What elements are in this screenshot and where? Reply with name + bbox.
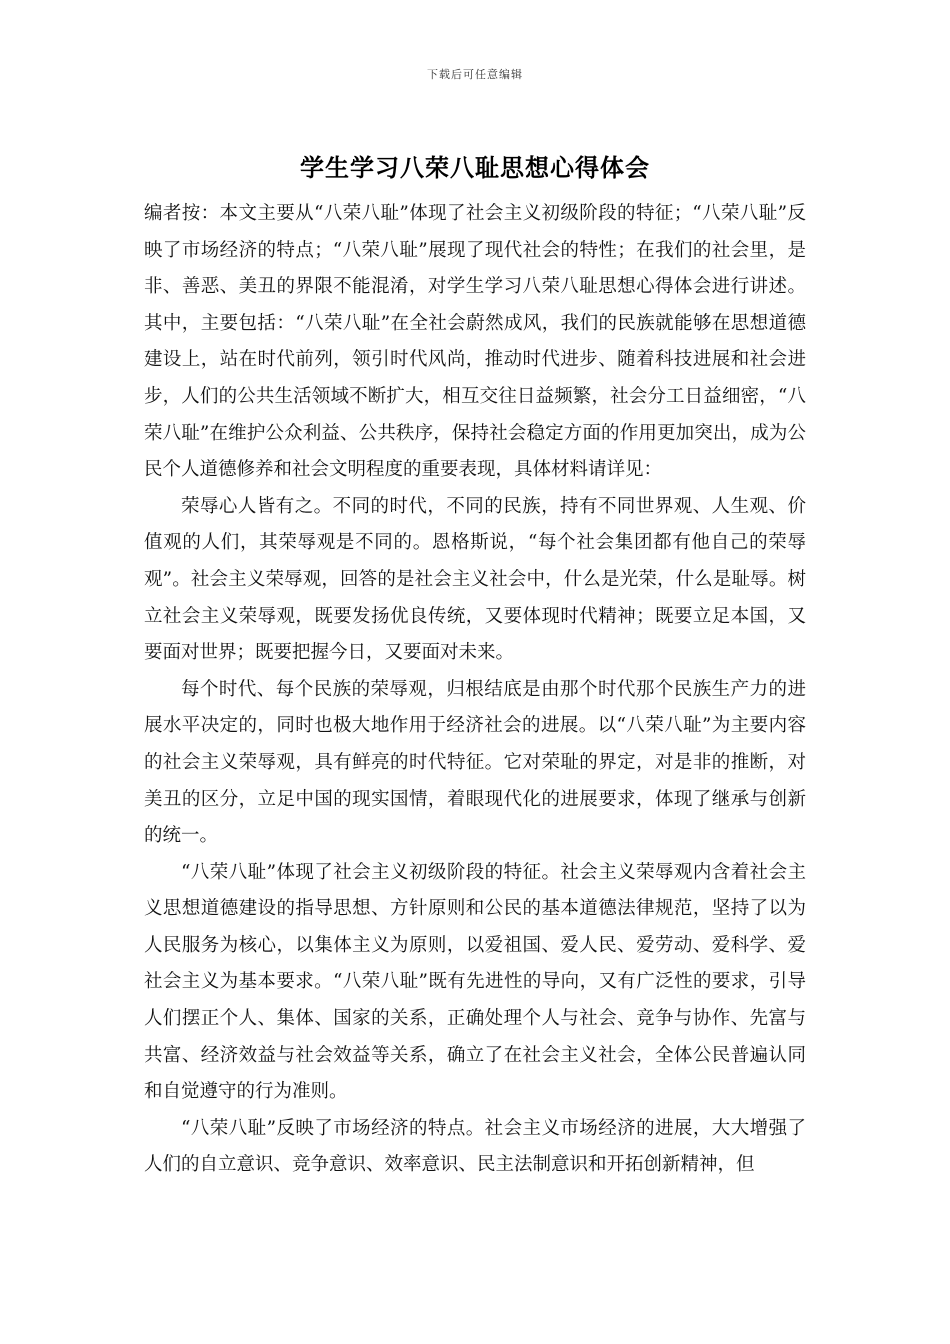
body-paragraph-3: “八荣八耻”体现了社会主义初级阶段的特征。社会主义荣辱观内含着社会主义思想道德建设的指导思想、方针原则和公民的基本道德法律规范，坚持了以为人民服务为核心，以集体主义为原则，以爱祖国、爱人民、爱劳动、爱科学、爱社会主义为基本要求。“八荣八耻”既有先进性的导向，又有广泛性的要求，引导人们摆正个人、集体、国家的关系，正确处理个人与社会、竞争与协作、先富与共富、经济效益与社会效益等关系，确立了在社会主义社会，全体公民普遍认同和自觉遵守的行为准则。: [144, 861, 806, 1103]
body-paragraph-1: 荣辱心人皆有之。不同的时代，不同的民族，持有不同世界观、人生观、价值观的人们，其荣辱观是不同的。恩格斯说，“每个社会集团都有他自己的荣辱观”。社会主义荣辱观，回答的是社会主义社会中，什么是光荣，什么是耻辱。树立社会主义荣辱观，既要发扬优良传统，又要体现时代精神；既要立足本国，又要面对世界；既要把握今日，又要面对未来。: [144, 495, 806, 664]
document-title: 学生学习八荣八耻思想心得体会: [300, 153, 650, 182]
editor-note-paragraph: 编者按：本文主要从“八荣八耻”体现了社会主义初级阶段的特征；“八荣八耻”反映了市场经济的特点；“八荣八耻”展现了现代社会的特性；在我们的社会里，是非、善恶、美丑的界限不能混淆，对学生学习八荣八耻思想心得体会进行讲述。其中，主要包括：“八荣八耻”在全社会蔚然成风，我们的民族就能够在思想道德建设上，站在时代前列，领引时代风尚，推动时代进步、随着科技进展和社会进步，人们的公共生活领域不断扩大，相互交往日益频繁，社会分工日益细密，“八荣八耻”在维护公众利益、公共秩序，保持社会稳定方面的作用更加突出，成为公民个人道德修养和社会文明程度的重要表现，具体材料请详见：: [144, 203, 806, 481]
header-note: 下载后可任意编辑: [427, 68, 523, 81]
document-body: [144, 196, 806, 1184]
body-paragraph-2: 每个时代、每个民族的荣辱观，归根结底是由那个时代那个民族生产力的进展水平决定的，同时也极大地作用于经济社会的进展。以“八荣八耻”为主要内容的社会主义荣辱观，具有鲜亮的时代特征。它对荣耻的界定，对是非的推断，对美丑的区分，立足中国的现实国情，着眼现代化的进展要求，体现了继承与创新的统一。: [144, 678, 806, 847]
body-paragraph-4: “八荣八耻”反映了市场经济的特点。社会主义市场经济的进展，大大增强了人们的自立意识、竞争意识、效率意识、民主法制意识和开拓创新精神，但: [144, 1117, 806, 1176]
